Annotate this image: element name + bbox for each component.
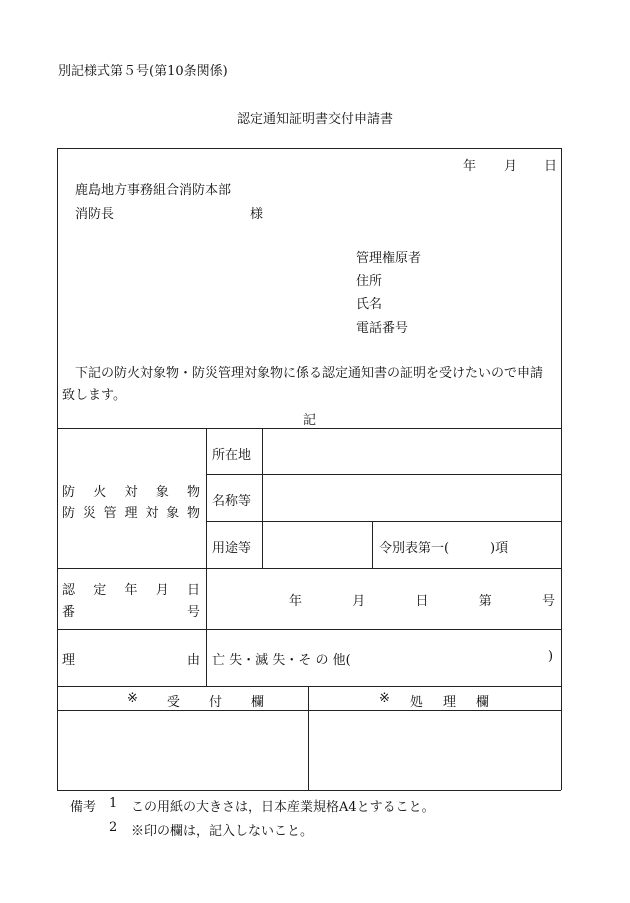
reception-header: ※ 受 付 欄 [127, 691, 264, 710]
reason-lost: 亡 失 [212, 653, 243, 668]
cert-label-number: 番 号 [62, 605, 200, 620]
applicant-name-label: 氏名 [356, 297, 383, 312]
addressee-honorific: 様 [250, 207, 264, 222]
date-month-label: 月 [504, 159, 518, 174]
reason-close-paren: ) [548, 649, 554, 664]
notes-label: 備考 [70, 800, 97, 815]
annex-prefix: 令別表第一( [379, 541, 450, 556]
name-label: 名称等 [212, 494, 252, 509]
processing-header: ※ 処 理 欄 [379, 691, 489, 710]
use-label: 用途等 [212, 541, 252, 556]
note-2-text: ※印の欄は，記入しないこと。 [131, 824, 314, 839]
form-label: 別記様式第５号(第10条関係) [58, 64, 228, 79]
note-1-number: 1 [109, 796, 118, 811]
addressee-chief: 消防長 [75, 207, 115, 222]
addressee-org: 鹿島地方事務組合消防本部 [75, 183, 232, 198]
request-text-line1: 下記の防火対象物・防災管理対象物に係る認定通知書の証明を受けたいので申請 [75, 366, 544, 381]
object-label-fire: 防 火 対 象 物 [62, 485, 200, 500]
applicant-address-label: 住所 [356, 274, 383, 289]
note-1-text: この用紙の大きさは，日本産業規格A4とすること。 [131, 800, 435, 815]
reason-label: 理 由 [62, 653, 200, 668]
date-year-label: 年 [463, 159, 477, 174]
ki-label: 記 [303, 413, 317, 428]
reason-other: そ の 他( [298, 653, 351, 668]
cert-label-date: 認 定 年 月 日 [62, 583, 200, 598]
note-2-number: 2 [109, 820, 118, 835]
reason-options: 亡 失・滅 失・そ の 他( [212, 653, 351, 668]
applicant-phone-label: 電話番号 [356, 321, 409, 336]
form-title: 認定通知証明書交付申請書 [236, 112, 393, 127]
annex-suffix: )項 [490, 541, 509, 556]
request-text-line2: 致します。 [62, 388, 126, 403]
applicant-role: 管理権原者 [356, 251, 422, 266]
reason-destroyed: 滅 失 [255, 653, 286, 668]
date-day-label: 日 [544, 159, 558, 174]
object-label-disaster: 防 災 管 理 対 象 物 [62, 506, 200, 521]
cert-value-line: 年 月 日 第 号 [289, 594, 555, 609]
location-label: 所在地 [212, 448, 252, 463]
